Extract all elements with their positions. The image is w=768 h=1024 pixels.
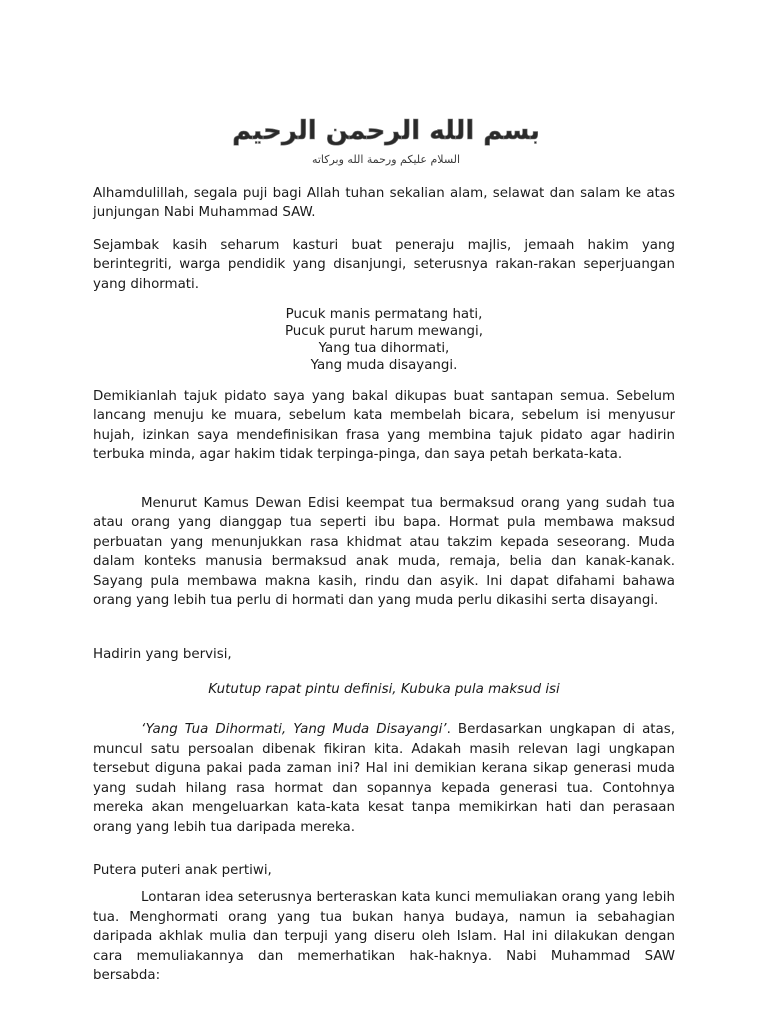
pantun-line: Pucuk purut harum mewangi, — [284, 324, 484, 339]
definition-paragraph: Menurut Kamus Dewan Edisi keempat tua bermaksud orang yang sudah tua atau orang yang dianggap tua seperti ibu bapa. Hormat pula membawa maksud perbuatan yang menunjukkan rasa khidmat atau takzim kepada seseorang. Muda dalam konteks manusia bermaksud anak muda, remaja, belia dan kanak-kanak. Sayang pula membawa makna kasih, rindu dan asyik. Ini dapat difahami bahawa orang yang lebih tua perlu di hormati dan yang muda perlu dikasihi serta disayangi. — [93, 496, 675, 609]
bismillah-calligraphy — [232, 93, 540, 173]
greeting-paragraph: Sejambak kasih seharum kasturi buat peneraju majlis, jemaah hakim yang berintegriti, warga pendidik yang disanjungi, seterusnya rakan-rakan seperjuangan yang dihormati. — [93, 238, 675, 292]
pantun-line: Yang muda disayangi. — [310, 358, 458, 373]
respect-paragraph: Lontaran idea seterusnya berteraskan kata kunci memuliakan orang yang lebih tua. Menghormati orang yang tua bukan hanya budaya, namun ia sebahagian daripada akhlak mulia dan terpuji yang diseru oleh Islam. Hal ini dilakukan dengan cara memuliakannya dan memerhatikan hak-haknya. Nabi Muhammad SAW bersabda: — [93, 890, 675, 984]
pantun-line: Pucuk manis permatang hati, — [285, 307, 483, 322]
audience-greeting: Hadirin yang bervisi, — [93, 647, 232, 662]
pantun-line: Yang tua dihormati, — [318, 341, 450, 356]
pantun-block — [93, 306, 675, 374]
second-greeting: Putera puteri anak pertiwi, — [93, 863, 272, 878]
argument-paragraph — [93, 720, 675, 838]
calligraphy-main-text: بسم الله الرحمن الرحيم — [232, 116, 540, 146]
opening-paragraph: Alhamdulillah, segala puji bagi Allah tuhan sekalian alam, selawat dan salam ke atas junjungan Nabi Muhammad SAW. — [93, 186, 675, 221]
calligraphy-sub-text: السلام عليكم ورحمة الله وبركاته — [311, 153, 461, 166]
argument-text: . Berdasarkan ungkapan di atas, muncul satu persoalan dibenak fikiran kita. Adakah masih relevan lagi ungkapan tersebut diguna pakai pada zaman ini? Hal ini demikian kerana sikap generasi muda yang sudah hilang rasa hormat dan sopannya kepada generasi tua. Contohnya mereka akan mengeluarkan kata-kata kesat tanpa memikirkan hati dan perasaan orang yang lebih tua daripada mereka. — [93, 722, 675, 835]
title-intro-paragraph: Demikianlah tajuk pidato saya yang bakal dikupas buat santapan semua. Sebelum lancang menuju ke muara, sebelum kata membelah bicara, sebelum isi menyusur hujah, izinkan saya mendefinisikan frasa yang membina tajuk pidato agar hadirin terbuka minda, agar hakim tidak terpinga-pinga, dan saya petah berkata-kata. — [93, 389, 675, 463]
phrase-quote: ‘Yang Tua Dihormati, Yang Muda Disayangi’ — [141, 722, 447, 737]
transition-quote: Kututup rapat pintu definisi, Kubuka pula maksud isi — [208, 682, 560, 697]
document-page — [93, 0, 675, 1024]
